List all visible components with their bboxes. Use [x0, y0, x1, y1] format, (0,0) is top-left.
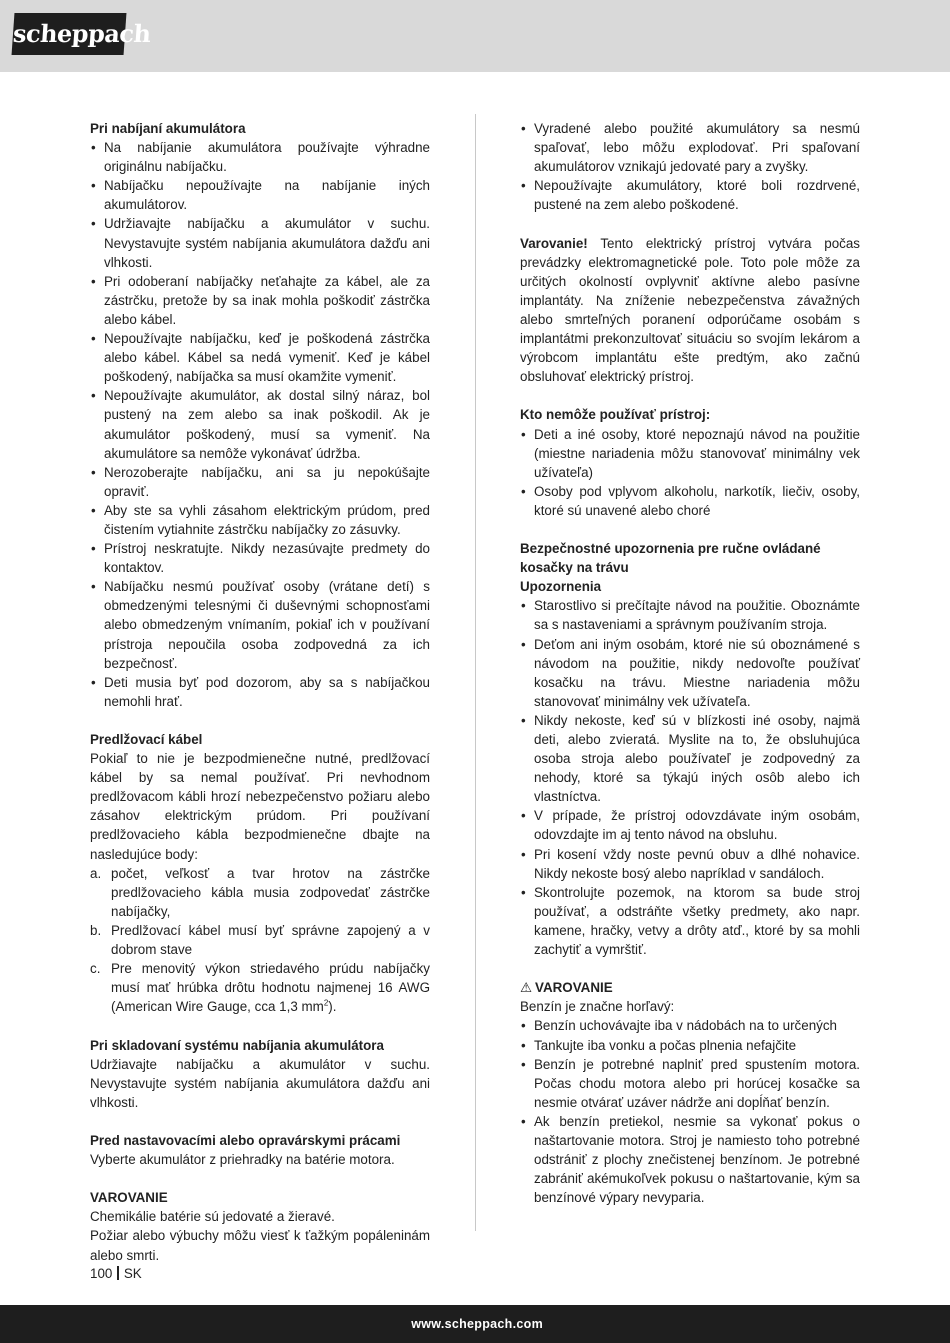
charging-list [90, 138, 430, 711]
section-heading-who-cannot-use: Kto nemôže používať prístroj: [520, 407, 711, 423]
section-heading-storage: Pri skladovaní systému nabíjania akumulátora [90, 1037, 384, 1053]
list-item: • Nerozoberajte nabíjačku, ani sa ju nepokúšajte opraviť. [91, 464, 430, 499]
bottom-bar [0, 1305, 950, 1343]
list-item: • Benzín uchovávajte iba v nádobách na to určených [521, 1018, 837, 1034]
list-item: • Nabíjačku nesmú používať osoby (vrátane detí) s obmedzenými telesnými či duševnými schopnosťami alebo obmedzeným vnímaním, pokiaľ ich v používaní prístroja nepoučila osoba zodpovedná za ich bezpečnosť. [91, 579, 430, 671]
list-item: • Deti musia byť pod dozorom, aby sa s nabíjačkou nemohli hrať. [91, 674, 430, 709]
list-item: • Na nabíjanie akumulátora používajte výhradne originálnu nabíjačku. [91, 140, 430, 175]
fuel-warning-intro: Benzín je značne horľavý: [520, 999, 675, 1015]
list-item: a. počet, veľkosť a tvar hrotov na zástrčke predlžovacieho kábla musia zodpovedať zástrčke nabíjačky, [90, 865, 430, 919]
top-bar [0, 0, 950, 72]
extension-cable-text: Pokiaľ to nie je bezpodmienečne nutné, predlžovací kábel by sa nemal používať. Pri nevhodnom predlžovacom kábli hrozí nebezpečenstvo požiaru alebo zásahov elektrickým prúdom. Pri používaní predlžovacieho kábla bezpodmienečne dbajte na nasledujúce body: [90, 751, 430, 862]
list-item: • Deťom ani iným osobám, ktoré nie sú oboznámené s návodom na použitie, nikdy nedovoľte používať kosačku na trávu. Miestne nariadenia môžu stanovovať minimálny vek užívateľa. [521, 636, 860, 709]
list-item: • Vyradené alebo použité akumulátory sa nesmú spaľovať, lebo môžu explodovať. Pri spaľovaní akumulátorov vznikajú jedovaté pary a zvyšky. [521, 121, 860, 175]
list-item: • Tankujte iba vonku a počas plnenia nefajčite [521, 1037, 797, 1053]
warning-line-1: Chemikálie batérie sú jedovaté a žieravé. [90, 1209, 335, 1225]
battery-disposal-list [520, 119, 860, 214]
list-item: • Nabíjačku nepoužívajte na nabíjanie iných akumulátorov. [91, 178, 430, 213]
list-item: • Prístroj neskratujte. Nikdy nezasúvajte predmety do kontaktov. [91, 541, 430, 576]
list-item: c. Pre menovitý výkon striedavého prúdu nabíjačky musí mať hrúbka drôtu hodnotu najmenej 16 AWG (American Wire Gauge, cca 1,3 $mm^2$). [90, 961, 430, 1015]
list-item: • Aby ste sa vyhli zásahom elektrickým prúdom, pred čistením vytiahnite zástrčku nabíjačky zo zásuvky. [91, 502, 430, 537]
list-item: • Nepoužívajte akumulátory, ktoré boli rozdrvené, pustené na zem alebo poškodené. [521, 178, 860, 213]
storage-text: Udržiavajte nabíjačku a akumulátor v suchu. Nevystavujte systém nabíjania akumulátora dažďu ani vlhkosti. [90, 1056, 430, 1110]
list-item: • Osoby pod vplyvom alkoholu, narkotík, liečiv, osoby, ktoré sú unavené alebo choré [521, 483, 860, 518]
section-heading-maintenance: Pred nastavovacími alebo opravárskymi prácami [90, 1132, 401, 1148]
warning-triangle-icon: ⚠ [520, 980, 533, 996]
section-heading-charging: Pri nabíjaní akumulátora [90, 121, 246, 136]
extension-cable-list [90, 864, 430, 1017]
section-heading-warning: VAROVANIE [90, 1190, 168, 1206]
left-column [90, 119, 430, 1265]
section-heading-fuel-warning: ⚠ VAROVANIE [520, 978, 860, 997]
section-heading-mower-safety: Bezpečnostné upozornenia pre ručne ovládané kosačky na trávu [520, 541, 821, 576]
list-item: • Nepoužívajte akumulátor, ak dostal silný náraz, bol pustený na zem alebo sa inak poškodil. Ak je akumulátor poškodený, musí sa vymeniť. Na akumulátore sa nemôže vykonávať údržba. [91, 388, 430, 461]
section-heading-extension-cable: Predlžovací kábel [90, 732, 203, 747]
column-divider [475, 114, 476, 1231]
electromagnetic-warning: Varovanie! Tento elektrický prístroj vytvára počas prevádzky elektromagnetické pole. Toto pole môže za určitých okolností ovplyvniť aktívne alebo pasívne implantáty. Na zníženie nebezpečenstva závažných alebo smrteľných poranení odporúčame osobám s implantátmi prekonzultovať situáciu so svojím lekárom a výrobcom implantátu ešte predtým, ako začnú obsluhovať elektrický prístroj. [520, 235, 860, 385]
right-column [520, 119, 860, 1207]
list-item: b. Predlžovací kábel musí byť správne zapojený a v dobrom stave [90, 922, 430, 958]
section-subheading-notices: Upozornenia [520, 579, 602, 595]
list-item: • Ak benzín pretiekol, nesmie sa vykonať pokus o naštartovanie motora. Stroj je namiesto toho potrebné odstrániť z plochy znečistenej benzínom. Je potrebné zabrániť akémukoľvek pokusu o naštartovanie, kým sa benzínové výpary nevyparia. [521, 1113, 860, 1206]
maintenance-text: Vyberte akumulátor z priehradky na batérie motora. [90, 1152, 395, 1168]
page-number: 100 SK [90, 1266, 142, 1281]
who-cannot-use-list [520, 425, 860, 520]
mower-safety-list [520, 596, 860, 959]
list-item: • Pri kosení vždy noste pevnú obuv a dlhé nohavice. Nikdy nekoste bosý alebo napríklad v sandáloch. [521, 846, 860, 881]
list-item: • Starostlivo si prečítajte návod na použitie. Oboznámte sa s nastaveniami a správnym používaním stroja. [521, 598, 860, 633]
website-url: www.scheppach.com [411, 1317, 543, 1331]
list-item: • Nepoužívajte nabíjačku, keď je poškodená zástrčka alebo kábel. Kábel sa nedá vymeniť. Keď je kábel poškodený, nabíjačka sa musí okamžite vymeniť. [91, 331, 430, 385]
list-item: • V prípade, že prístroj odovzdávate iným osobám, odovzdajte im aj tento návod na obsluhu. [521, 808, 860, 843]
warning-line-2: Požiar alebo výbuchy môžu viesť k ťažkým popáleninám alebo smrti. [90, 1228, 430, 1263]
warning-label: Varovanie! [520, 235, 588, 251]
list-item: • Udržiavajte nabíjačku a akumulátor v suchu. Nevystavujte systém nabíjania akumulátora dažďu ani vlhkosti. [91, 216, 430, 270]
list-item: • Skontrolujte pozemok, na ktorom sa bude stroj používať, a odstráňte všetky predmety, ako napr. kamene, hračky, vetvy a drôty atď., ktoré by sa mohli zachytiť a vymrštiť. [521, 884, 860, 958]
scheppach-logo: scheppach [12, 13, 127, 55]
list-item: • Pri odoberaní nabíjačky neťahajte za kábel, ale za zástrčku, pretože by sa inak mohla poškodiť zástrčka alebo kábel. [91, 273, 430, 327]
list-item: • Benzín je potrebné naplniť pred spustením motora. Počas chodu motora alebo pri horúcej kosačke sa nesmie otvárať uzáver nádrže ani dopĺňať benzín. [521, 1056, 860, 1110]
list-item: • Nikdy nekoste, keď sú v blízkosti iné osoby, najmä deti, alebo zvieratá. Myslite na to, že obsluhujúca osoba stroja alebo používateľ je zodpovedný za nehody, ktoré sa týkajú iných osôb alebo ich vlastníctva. [521, 712, 860, 805]
fuel-warning-list [520, 1016, 860, 1207]
list-item: • Deti a iné osoby, ktoré nepoznajú návod na použitie (miestne nariadenia môžu stanovovať minimálny vek užívateľa) [521, 426, 860, 480]
